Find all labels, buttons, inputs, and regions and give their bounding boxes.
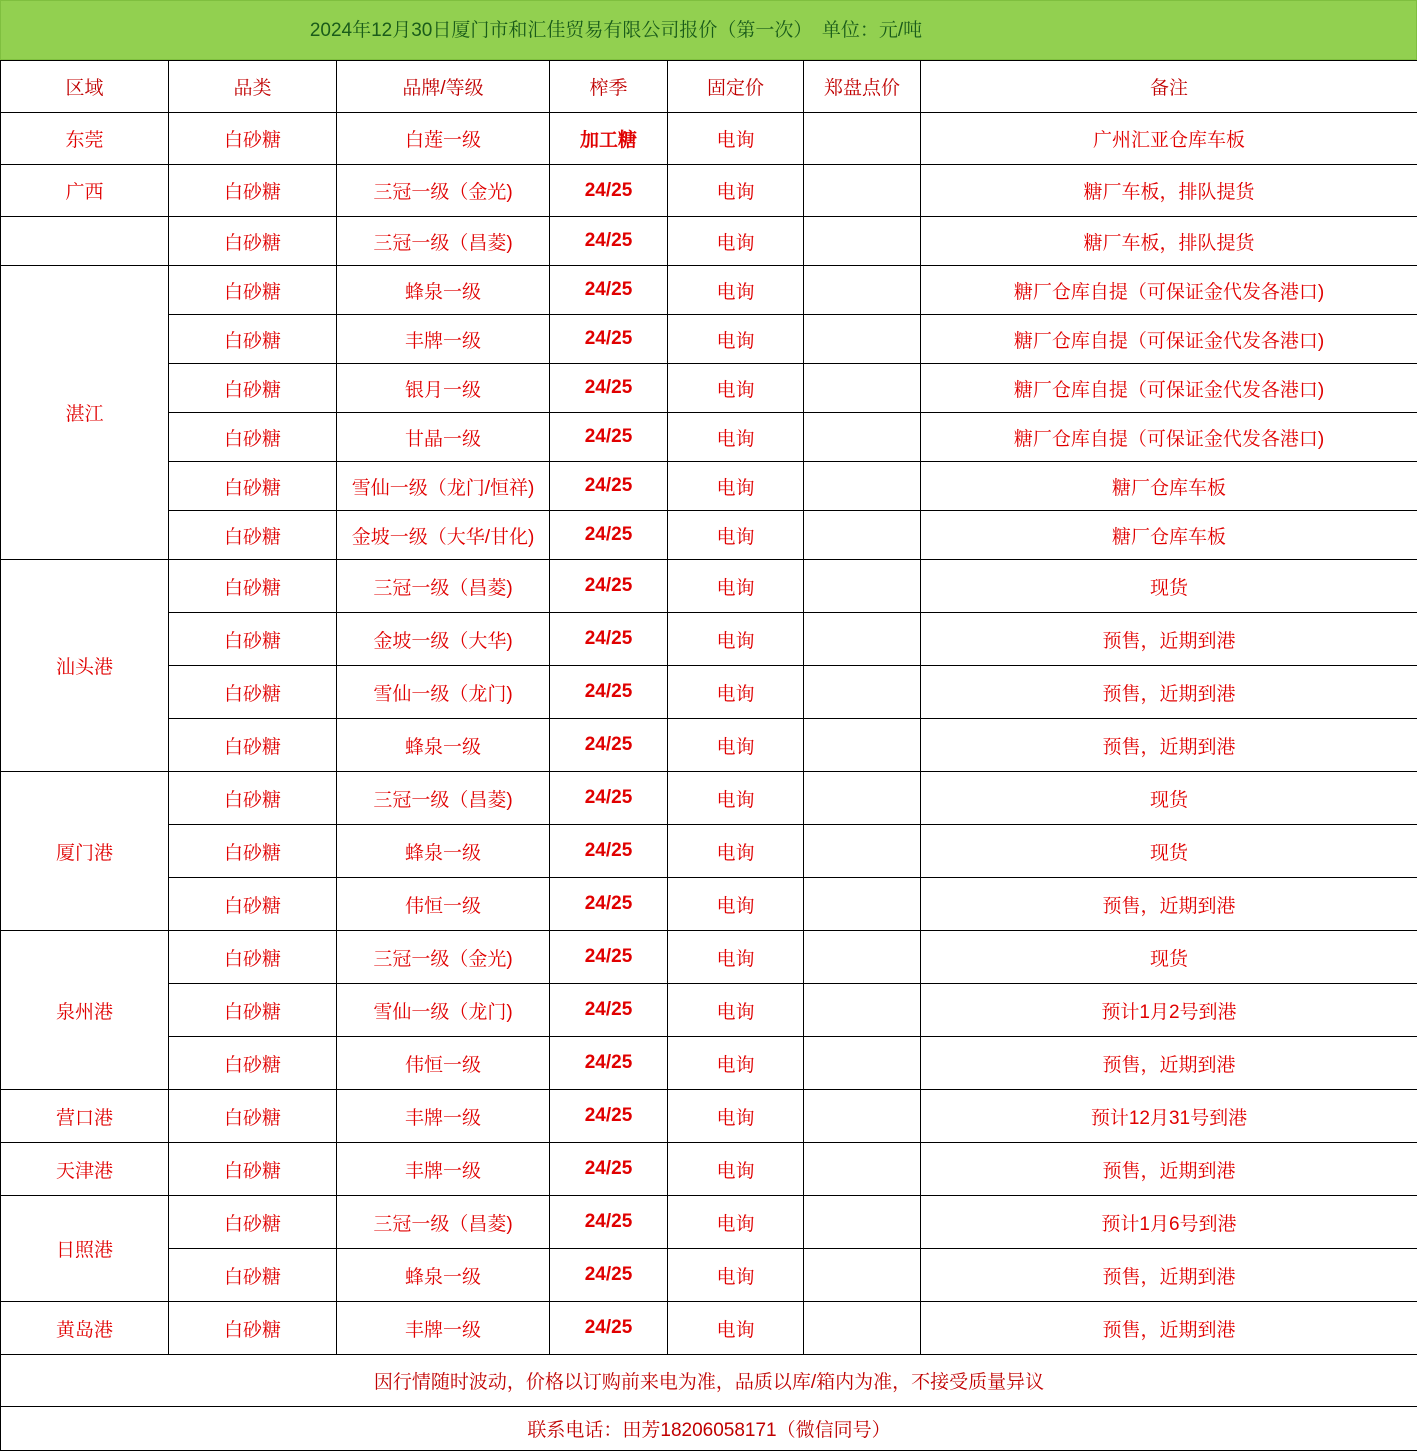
remark-cell: 预售，近期到港 <box>921 1143 1417 1196</box>
table-row <box>1 1302 1417 1355</box>
brand-cell: 金坡一级（大华) <box>337 613 550 666</box>
table-row <box>1 1196 1417 1249</box>
remark-cell: 预售，近期到港 <box>921 666 1417 719</box>
brand-cell: 三冠一级（昌菱) <box>337 217 550 266</box>
region-cell: 泉州港 <box>1 931 169 1090</box>
region-cell: 汕头港 <box>1 560 169 772</box>
brand-cell: 伟恒一级 <box>337 1037 550 1090</box>
remark-cell: 糖厂仓库自提（可保证金代发各港口) <box>921 413 1417 462</box>
futures-price-cell <box>804 266 921 315</box>
remark-cell: 预售，近期到港 <box>921 1037 1417 1090</box>
fixed-price-cell: 电询 <box>668 1037 804 1090</box>
remark-cell: 糖厂仓库自提（可保证金代发各港口) <box>921 315 1417 364</box>
table-row <box>1 462 1417 511</box>
brand-cell: 伟恒一级 <box>337 878 550 931</box>
page-title: 2024年12月30日厦门市和汇佳贸易有限公司报价（第一次） 单位：元/吨 <box>309 20 923 41</box>
brand-cell: 金坡一级（大华/甘化) <box>337 511 550 560</box>
brand-cell: 白莲一级 <box>337 113 550 165</box>
header-futures-price: 郑盘点价 <box>804 61 921 113</box>
season-cell: 24/25 <box>550 613 668 666</box>
table-row <box>1 1143 1417 1196</box>
fixed-price-cell: 电询 <box>668 984 804 1037</box>
remark-cell: 糖厂仓库车板 <box>921 511 1417 560</box>
season-cell: 24/25 <box>550 1037 668 1090</box>
season-cell: 24/25 <box>550 1143 668 1196</box>
fixed-price-cell: 电询 <box>668 113 804 165</box>
category-cell: 白砂糖 <box>169 1090 337 1143</box>
table-row <box>1 772 1417 825</box>
category-cell: 白砂糖 <box>169 825 337 878</box>
season-cell: 24/25 <box>550 413 668 462</box>
category-cell: 白砂糖 <box>169 1196 337 1249</box>
category-cell: 白砂糖 <box>169 984 337 1037</box>
category-cell: 白砂糖 <box>169 315 337 364</box>
category-cell: 白砂糖 <box>169 1249 337 1302</box>
header-row <box>1 61 1417 113</box>
remark-cell: 糖厂仓库自提（可保证金代发各港口) <box>921 364 1417 413</box>
header-season: 榨季 <box>550 61 668 113</box>
brand-cell: 雪仙一级（龙门) <box>337 984 550 1037</box>
table-row <box>1 1090 1417 1143</box>
futures-price-cell <box>804 1037 921 1090</box>
fixed-price-cell: 电询 <box>668 165 804 217</box>
table-row <box>1 984 1417 1037</box>
brand-cell: 蜂泉一级 <box>337 266 550 315</box>
brand-cell: 三冠一级（金光) <box>337 931 550 984</box>
season-cell: 24/25 <box>550 984 668 1037</box>
brand-cell: 三冠一级（金光) <box>337 165 550 217</box>
brand-cell: 甘晶一级 <box>337 413 550 462</box>
futures-price-cell <box>804 165 921 217</box>
fixed-price-cell: 电询 <box>668 878 804 931</box>
region-cell: 日照港 <box>1 1196 169 1302</box>
fixed-price-cell: 电询 <box>668 825 804 878</box>
fixed-price-cell: 电询 <box>668 719 804 772</box>
remark-cell: 预计1月2号到港 <box>921 984 1417 1037</box>
contact-text: 联系电话：田芳18206058171（微信同号） <box>1 1407 1417 1451</box>
fixed-price-cell: 电询 <box>668 931 804 984</box>
season-cell: 24/25 <box>550 772 668 825</box>
region-cell: 天津港 <box>1 1143 169 1196</box>
fixed-price-cell: 电询 <box>668 1090 804 1143</box>
brand-cell: 丰牌一级 <box>337 315 550 364</box>
category-cell: 白砂糖 <box>169 1143 337 1196</box>
futures-price-cell <box>804 984 921 1037</box>
season-cell: 24/25 <box>550 825 668 878</box>
table-row <box>1 719 1417 772</box>
season-cell: 24/25 <box>550 1249 668 1302</box>
season-cell: 24/25 <box>550 462 668 511</box>
remark-cell: 广州汇亚仓库车板 <box>921 113 1417 165</box>
season-cell: 24/25 <box>550 666 668 719</box>
futures-price-cell <box>804 931 921 984</box>
futures-price-cell <box>804 1196 921 1249</box>
season-cell: 24/25 <box>550 266 668 315</box>
brand-cell: 三冠一级（昌菱) <box>337 1196 550 1249</box>
table-row <box>1 266 1417 315</box>
brand-cell: 雪仙一级（龙门) <box>337 666 550 719</box>
brand-cell: 蜂泉一级 <box>337 1249 550 1302</box>
category-cell: 白砂糖 <box>169 266 337 315</box>
header-brand: 品牌/等级 <box>337 61 550 113</box>
region-cell: 营口港 <box>1 1090 169 1143</box>
region-cell: 黄岛港 <box>1 1302 169 1355</box>
brand-cell: 蜂泉一级 <box>337 825 550 878</box>
fixed-price-cell: 电询 <box>668 560 804 613</box>
category-cell: 白砂糖 <box>169 931 337 984</box>
category-cell: 白砂糖 <box>169 364 337 413</box>
table-row <box>1 613 1417 666</box>
region-cell <box>1 217 169 266</box>
table-row <box>1 1037 1417 1090</box>
brand-cell: 雪仙一级（龙门/恒祥) <box>337 462 550 511</box>
fixed-price-cell: 电询 <box>668 462 804 511</box>
notice-row <box>1 1355 1417 1407</box>
futures-price-cell <box>804 1090 921 1143</box>
fixed-price-cell: 电询 <box>668 315 804 364</box>
brand-cell: 丰牌一级 <box>337 1143 550 1196</box>
table-row <box>1 364 1417 413</box>
futures-price-cell <box>804 772 921 825</box>
futures-price-cell <box>804 613 921 666</box>
remark-cell: 糖厂车板，排队提货 <box>921 165 1417 217</box>
season-cell: 24/25 <box>550 1196 668 1249</box>
fixed-price-cell: 电询 <box>668 1143 804 1196</box>
futures-price-cell <box>804 462 921 511</box>
quote-table <box>0 60 1417 1451</box>
table-row <box>1 315 1417 364</box>
remark-cell: 预售，近期到港 <box>921 719 1417 772</box>
remark-cell: 现货 <box>921 825 1417 878</box>
season-cell: 24/25 <box>550 878 668 931</box>
table-body <box>1 61 1417 1451</box>
notice-text: 因行情随时波动，价格以订购前来电为准，品质以库/箱内为准，不接受质量异议 <box>1 1355 1417 1407</box>
category-cell: 白砂糖 <box>169 165 337 217</box>
season-cell: 24/25 <box>550 560 668 613</box>
table-row <box>1 413 1417 462</box>
region-cell: 广西 <box>1 165 169 217</box>
futures-price-cell <box>804 878 921 931</box>
fixed-price-cell: 电询 <box>668 613 804 666</box>
fixed-price-cell: 电询 <box>668 217 804 266</box>
futures-price-cell <box>804 217 921 266</box>
futures-price-cell <box>804 364 921 413</box>
fixed-price-cell: 电询 <box>668 511 804 560</box>
remark-cell: 糖厂仓库车板 <box>921 462 1417 511</box>
futures-price-cell <box>804 413 921 462</box>
table-row <box>1 560 1417 613</box>
title-bar <box>0 0 1417 60</box>
brand-cell: 丰牌一级 <box>337 1090 550 1143</box>
category-cell: 白砂糖 <box>169 666 337 719</box>
category-cell: 白砂糖 <box>169 217 337 266</box>
season-cell: 24/25 <box>550 315 668 364</box>
table-row <box>1 217 1417 266</box>
brand-cell: 丰牌一级 <box>337 1302 550 1355</box>
season-cell: 24/25 <box>550 364 668 413</box>
season-cell: 24/25 <box>550 1302 668 1355</box>
season-cell: 24/25 <box>550 719 668 772</box>
season-cell: 24/25 <box>550 165 668 217</box>
remark-cell: 糖厂车板，排队提货 <box>921 217 1417 266</box>
category-cell: 白砂糖 <box>169 413 337 462</box>
fixed-price-cell: 电询 <box>668 266 804 315</box>
category-cell: 白砂糖 <box>169 878 337 931</box>
futures-price-cell <box>804 1143 921 1196</box>
futures-price-cell <box>804 511 921 560</box>
fixed-price-cell: 电询 <box>668 772 804 825</box>
contact-row <box>1 1407 1417 1451</box>
remark-cell: 现货 <box>921 931 1417 984</box>
region-cell: 厦门港 <box>1 772 169 931</box>
table-row <box>1 825 1417 878</box>
season-cell: 24/25 <box>550 217 668 266</box>
futures-price-cell <box>804 825 921 878</box>
category-cell: 白砂糖 <box>169 113 337 165</box>
futures-price-cell <box>804 1302 921 1355</box>
header-region: 区域 <box>1 61 169 113</box>
category-cell: 白砂糖 <box>169 613 337 666</box>
table-row <box>1 878 1417 931</box>
category-cell: 白砂糖 <box>169 772 337 825</box>
season-cell: 24/25 <box>550 931 668 984</box>
table-row <box>1 165 1417 217</box>
category-cell: 白砂糖 <box>169 1037 337 1090</box>
futures-price-cell <box>804 666 921 719</box>
brand-cell: 三冠一级（昌菱) <box>337 772 550 825</box>
fixed-price-cell: 电询 <box>668 413 804 462</box>
table-row <box>1 113 1417 165</box>
brand-cell: 三冠一级（昌菱) <box>337 560 550 613</box>
fixed-price-cell: 电询 <box>668 1249 804 1302</box>
remark-cell: 现货 <box>921 772 1417 825</box>
header-remark: 备注 <box>921 61 1417 113</box>
header-category: 品类 <box>169 61 337 113</box>
remark-cell: 现货 <box>921 560 1417 613</box>
table-row <box>1 1249 1417 1302</box>
remark-cell: 预售，近期到港 <box>921 613 1417 666</box>
season-cell: 24/25 <box>550 1090 668 1143</box>
futures-price-cell <box>804 560 921 613</box>
region-cell: 湛江 <box>1 266 169 560</box>
remark-cell: 预售，近期到港 <box>921 1249 1417 1302</box>
category-cell: 白砂糖 <box>169 560 337 613</box>
remark-cell: 预售，近期到港 <box>921 878 1417 931</box>
futures-price-cell <box>804 1249 921 1302</box>
category-cell: 白砂糖 <box>169 511 337 560</box>
season-cell: 24/25 <box>550 511 668 560</box>
region-cell: 东莞 <box>1 113 169 165</box>
brand-cell: 蜂泉一级 <box>337 719 550 772</box>
remark-cell: 预售，近期到港 <box>921 1302 1417 1355</box>
futures-price-cell <box>804 315 921 364</box>
category-cell: 白砂糖 <box>169 719 337 772</box>
fixed-price-cell: 电询 <box>668 364 804 413</box>
table-row <box>1 666 1417 719</box>
futures-price-cell <box>804 719 921 772</box>
remark-cell: 预计1月6号到港 <box>921 1196 1417 1249</box>
futures-price-cell <box>804 113 921 165</box>
header-fixed-price: 固定价 <box>668 61 804 113</box>
table-row <box>1 931 1417 984</box>
brand-cell: 银月一级 <box>337 364 550 413</box>
fixed-price-cell: 电询 <box>668 666 804 719</box>
season-cell: 加工糖 <box>550 113 668 165</box>
remark-cell: 预计12月31号到港 <box>921 1090 1417 1143</box>
category-cell: 白砂糖 <box>169 1302 337 1355</box>
category-cell: 白砂糖 <box>169 462 337 511</box>
remark-cell: 糖厂仓库自提（可保证金代发各港口) <box>921 266 1417 315</box>
fixed-price-cell: 电询 <box>668 1302 804 1355</box>
fixed-price-cell: 电询 <box>668 1196 804 1249</box>
table-row <box>1 511 1417 560</box>
